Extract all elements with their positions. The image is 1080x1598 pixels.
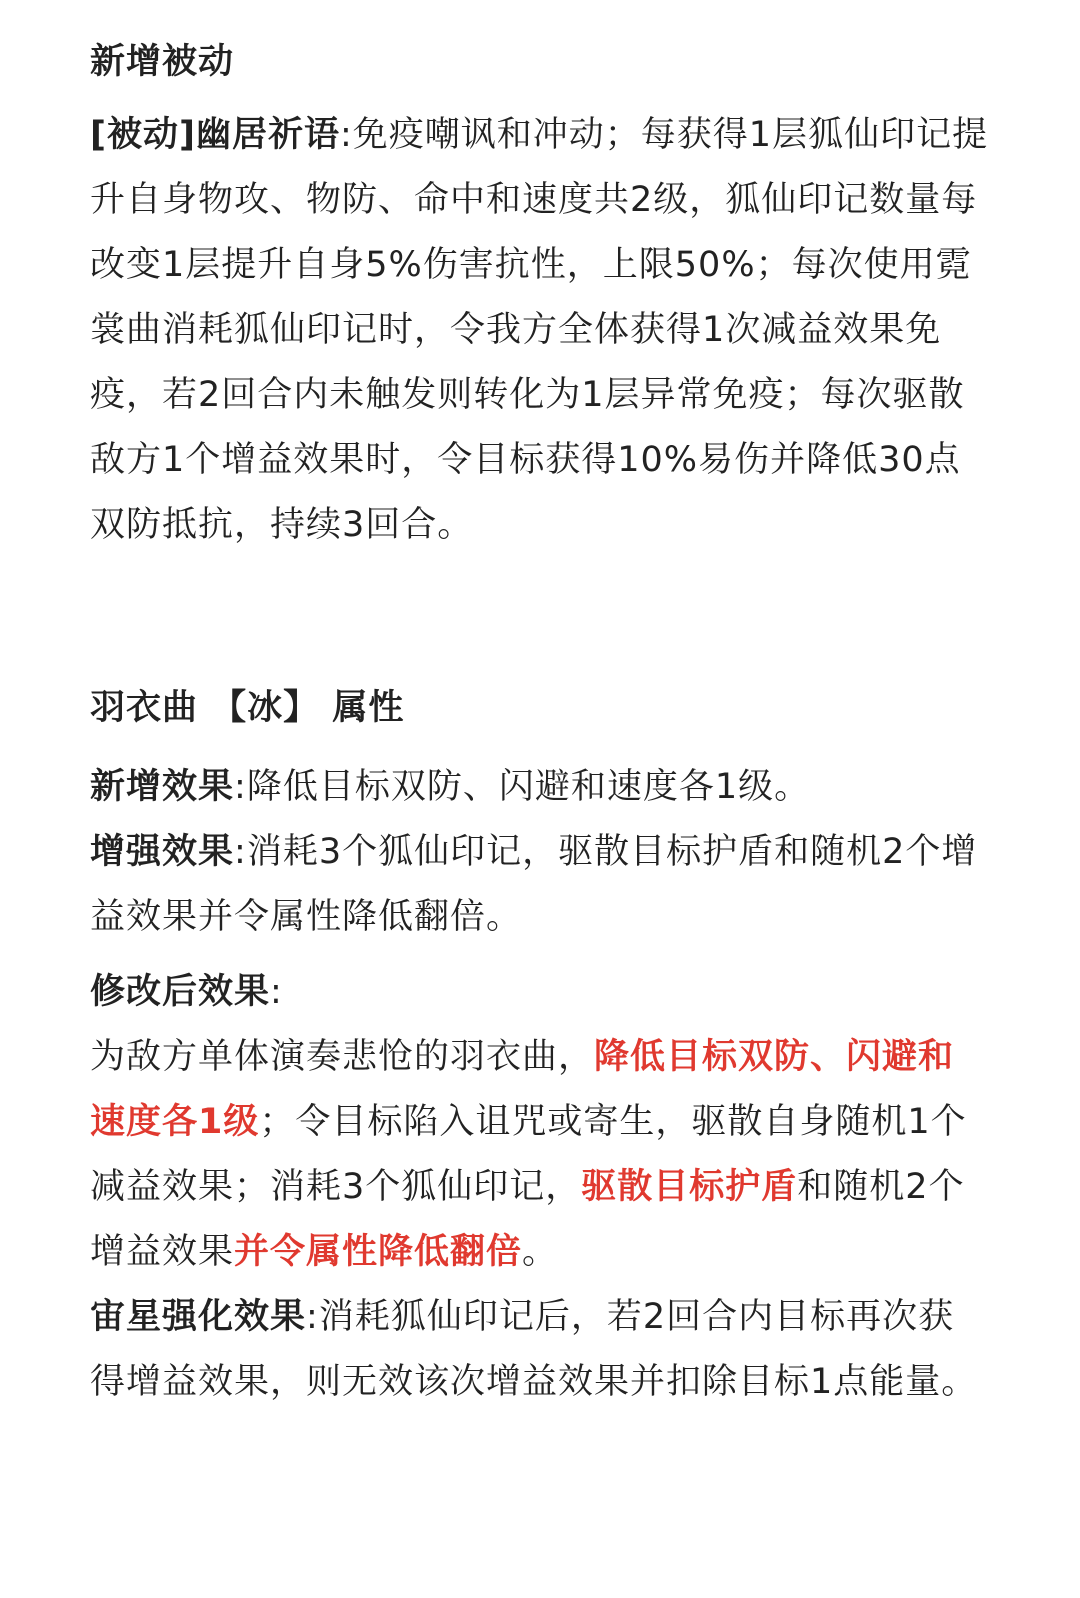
- star-effect-label: 宙星强化效果: [90, 1297, 307, 1337]
- passive-colon: :: [340, 115, 353, 155]
- modified-effect-text-1: 为敌方单体演奏悲怆的羽衣曲，: [90, 1037, 595, 1077]
- passive-text: 免疫嘲讽和冲动；每获得1层狐仙印记提升自身物攻、物防、命中和速度共2级，狐仙印记数量每改变1层提升自身5%伤害抗性，上限50%；每次使用霓裳曲消耗狐仙印记时，令我方全体获得1次减益效果免疫，若2回合内未触发则转化为1层异常免疫；每次驱散敌方1个增益效果时，令目标获得10%易伤并降低30点双防抵抗，持续3回合。: [90, 115, 989, 545]
- passive-heading: 新增被动: [90, 42, 235, 82]
- enhanced-effect-text: 消耗3个狐仙印记，驱散目标护盾和随机2个增益效果并令属性降低翻倍。: [90, 832, 978, 937]
- modified-effect-highlight-1: 降低目标双防、闪避和速度各1级: [90, 1037, 955, 1142]
- new-effect-label: 新增效果: [90, 767, 235, 807]
- enhanced-effect-colon: :: [234, 832, 247, 872]
- modified-effect-highlight-2: 驱散目标护盾: [581, 1167, 798, 1207]
- new-effect-paragraph: [90, 755, 990, 820]
- modified-effect-paragraph: [90, 1025, 990, 1285]
- modified-effect-label: 修改后效果: [90, 972, 271, 1012]
- passive-paragraph: [90, 103, 990, 558]
- new-effect-colon: :: [234, 767, 247, 807]
- modified-effect-highlight-3: 并令属性降低翻倍: [234, 1232, 523, 1272]
- modified-effect-label-line: [90, 960, 990, 1025]
- new-effect-text: 降低目标双防、闪避和速度各1级。: [246, 767, 811, 807]
- star-effect-paragraph: [90, 1285, 990, 1415]
- enhanced-effect-label: 增强效果: [90, 832, 235, 872]
- enhanced-effect-paragraph: [90, 820, 990, 950]
- modified-effect-colon: :: [270, 972, 283, 1012]
- passive-label: [被动]幽居祈语: [90, 115, 340, 155]
- star-effect-colon: :: [306, 1297, 319, 1337]
- skill-heading: 羽衣曲 【冰】 属性: [90, 688, 405, 728]
- modified-effect-text-3: 和随机2个增益效果: [90, 1167, 965, 1272]
- modified-effect-text-4: 。: [522, 1232, 559, 1272]
- star-effect-text: 消耗狐仙印记后，若2回合内目标再次获得增益效果，则无效该次增益效果并扣除目标1点能量。: [90, 1297, 978, 1402]
- modified-effect-text-2: ；令目标陷入诅咒或寄生，驱散自身随机1个减益效果；消耗3个狐仙印记，: [90, 1102, 967, 1207]
